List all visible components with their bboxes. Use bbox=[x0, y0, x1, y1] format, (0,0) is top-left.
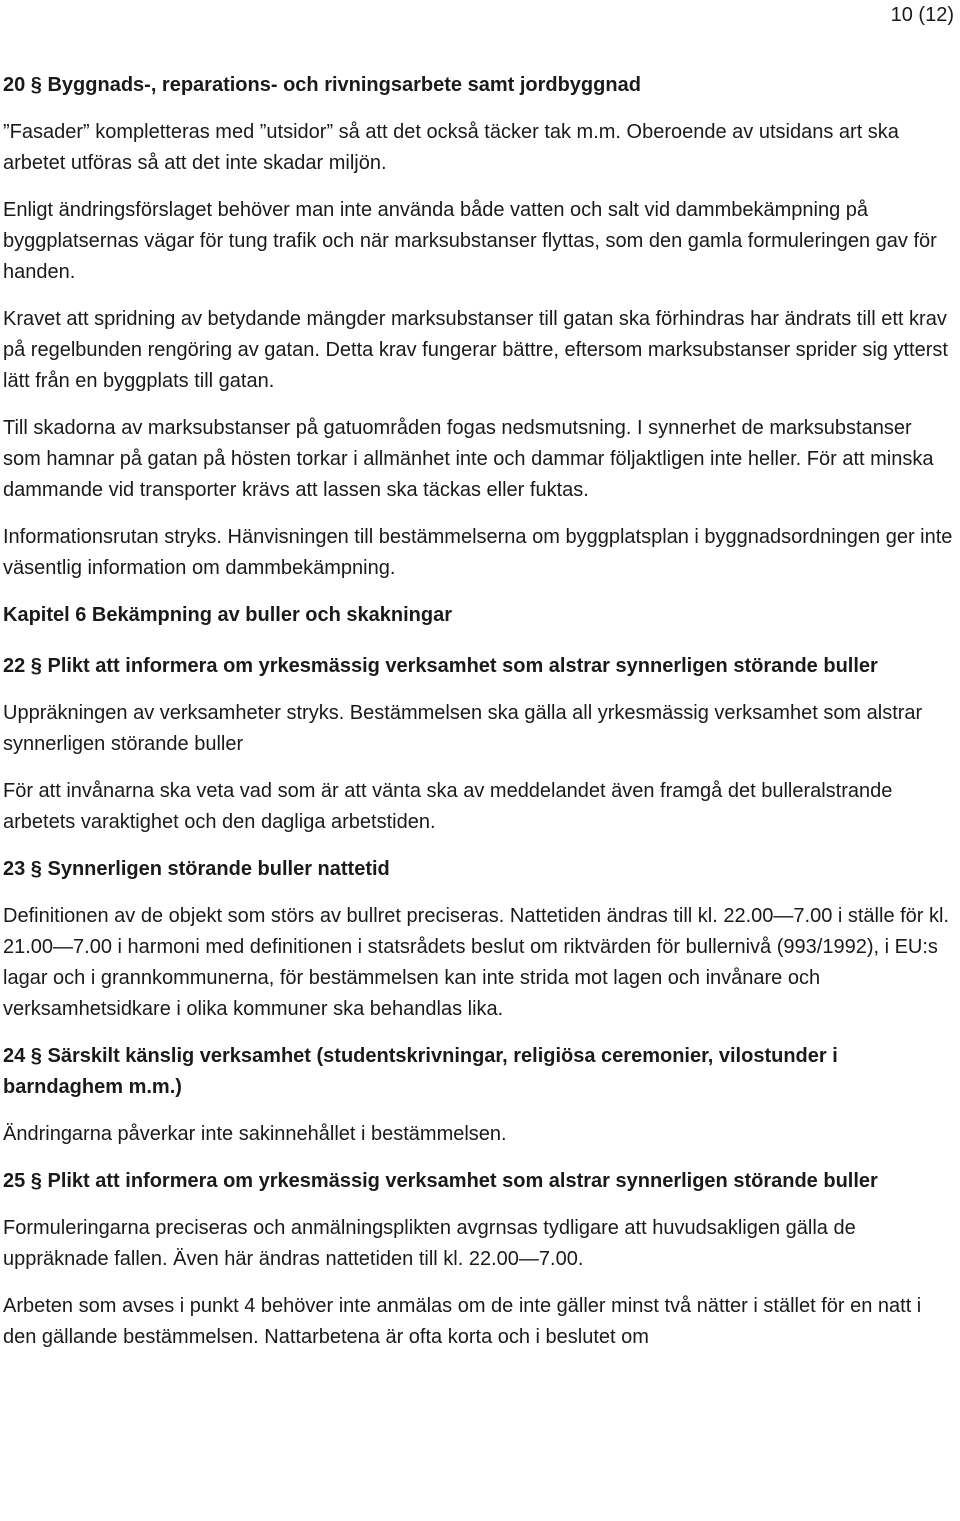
paragraph: Ändringarna påverkar inte sakinnehållet i bestämmelsen. bbox=[3, 1123, 507, 1145]
paragraph: Enligt ändringsförslaget behöver man inte använda både vatten och salt vid dammbekämpning på byggplatsernas vägar för tung trafik och när marksubstanser flyttas, som den gamla formuleringen gav för handen. bbox=[3, 199, 937, 283]
paragraph: Informationsrutan stryks. Hänvisningen till bestämmelserna om byggplatsplan i byggnadsordningen ger inte väsentlig information om dammbekämpning. bbox=[3, 526, 953, 579]
paragraph: Arbeten som avses i punkt 4 behöver inte anmälas om de inte gäller minst två nätter i stället för en natt i den gällande bestämmelsen. Nattarbetena är ofta korta och i beslutet om bbox=[3, 1295, 922, 1348]
paragraph: För att invånarna ska veta vad som är att vänta ska av meddelandet även framgå det bulleralstrande arbetets varaktighet och den dagliga arbetstiden. bbox=[3, 780, 893, 833]
section-heading-24: 24 § Särskilt känslig verksamhet (studentskrivningar, religiösa ceremonier, vilostunder i barndaghem m.m.) bbox=[3, 1045, 838, 1098]
paragraph: Uppräkningen av verksamheter stryks. Bestämmelsen ska gälla all yrkesmässig verksamhet som alstrar synnerligen störande buller bbox=[3, 702, 923, 755]
chapter-heading-6: Kapitel 6 Bekämpning av buller och skakningar bbox=[3, 604, 453, 626]
paragraph: ”Fasader” kompletteras med ”utsidor” så att det också täcker tak m.m. Oberoende av utsidans art ska arbetet utföras så att det inte skadar miljön. bbox=[3, 121, 899, 174]
document-body bbox=[3, 70, 953, 1369]
section-heading-22: 22 § Plikt att informera om yrkesmässig verksamhet som alstrar synnerligen störande buller bbox=[3, 655, 878, 677]
paragraph: Till skadorna av marksubstanser på gatuområden fogas nedsmutsning. I synnerhet de marksubstanser som hamnar på gatan på hösten torkar i allmänhet inte och dammar följaktligen inte heller. För att minska dammande vid transporter krävs att lassen ska täckas eller fuktas. bbox=[3, 417, 934, 501]
paragraph: Kravet att spridning av betydande mängder marksubstanser till gatan ska förhindras har ändrats till ett krav på regelbunden rengöring av gatan. Detta krav fungerar bättre, eftersom marksubstanser sprider sig ytterst lätt från en byggplats till gatan. bbox=[3, 308, 948, 392]
section-heading-25: 25 § Plikt att informera om yrkesmässig verksamhet som alstrar synnerligen störande buller bbox=[3, 1170, 878, 1192]
section-heading-23: 23 § Synnerligen störande buller nattetid bbox=[3, 858, 390, 880]
paragraph: Formuleringarna preciseras och anmälningsplikten avgrnsas tydligare att huvudsakligen gälla de uppräknade fallen. Även här ändras nattetiden till kl. 22.00—7.00. bbox=[3, 1217, 856, 1270]
paragraph: Definitionen av de objekt som störs av bullret preciseras. Nattetiden ändras till kl. 22.00—7.00 i ställe för kl. 21.00—7.00 i harmoni med definitionen i statsrådets beslut om riktvärden för bullernivå (993/1992), i EU:s lagar och i grannkommunerna, för bestämmelsen kan inte strida mot lagen och invånare och verksamhetsidkare i olika kommuner ska behandlas lika. bbox=[3, 905, 950, 1020]
page-number: 10 (12) bbox=[890, 4, 954, 26]
section-heading-20: 20 § Byggnads-, reparations- och rivningsarbete samt jordbyggnad bbox=[3, 74, 641, 96]
